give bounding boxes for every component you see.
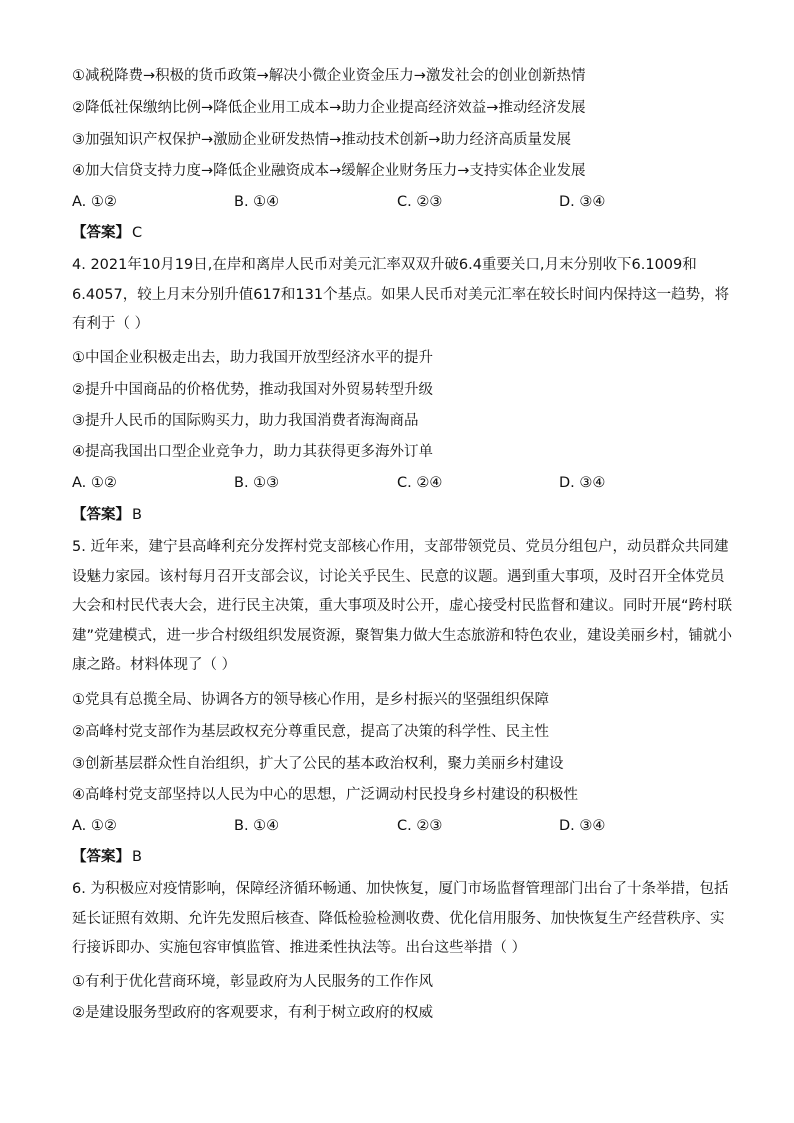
q3-item-1: ①减税降费→积极的货币政策→解决小微企业资金压力→激发社会的创业创新热情 (72, 68, 586, 84)
q4-answer (72, 505, 142, 525)
q4-option-a: A. ①② (72, 475, 117, 491)
q4-item-1: ①中国企业积极走出去，助力我国开放型经济水平的提升 (72, 350, 433, 366)
q5-answer-tag: 【答案】 (72, 849, 130, 865)
q4-answer-tag: 【答案】 (72, 507, 130, 523)
q4-item-3: ③提升人民币的国际购买力，助力我国消费者海淘商品 (72, 413, 419, 429)
q5-options (72, 816, 732, 836)
q6-stem: 6. 为积极应对疫情影响，保障经济循环畅通、加快恢复，厦门市场监督管理部门出台了十条举措，包括延长证照有效期、允许先发照后核查、降低检验检测收费、优化信用服务、加快恢复生产经营秩序、实行接诉即办、实施包容审慎监管、推进柔性执法等。出台这些举措（ ） (72, 881, 729, 956)
q3-answer-value: C (132, 225, 143, 241)
q6-item-2: ②是建设服务型政府的客观要求，有利于树立政府的权威 (72, 1005, 433, 1021)
q5-item-3: ③创新基层群众性自治组织，扩大了公民的基本政治权利，聚力美丽乡村建设 (72, 756, 564, 772)
q3-option-d: D. ③④ (559, 194, 606, 210)
q5-option-d: D. ③④ (559, 818, 606, 834)
q3-option-c: C. ②③ (397, 194, 443, 210)
q5-answer-value: B (132, 849, 142, 865)
q5-stem: 5. 近年来，建宁县高峰利充分发挥村党支部核心作用，支部带领党员、党员分组包户，动员群众共同建设魅力家园。该村每月召开支部会议，讨论关乎民生、民意的议题。遇到重大事项，及时召开全体党员大会和村民代表大会，进行民主决策，重大事项及时公开，虚心接受村民监督和建议。同时开展“跨村联建”党建模式，进一步合村级组织发展资源，聚智集力做大生态旅游和特色农业，建设美丽乡村，铺就小康之路。材料体现了（ ） (72, 539, 733, 673)
q5-answer (72, 847, 142, 867)
q5-option-a: A. ①② (72, 818, 117, 834)
q3-answer-tag: 【答案】 (72, 225, 130, 241)
q4-option-b: B. ①③ (234, 475, 280, 491)
q3-item-4: ④加大信贷支持力度→降低企业融资成本→缓解企业财务压力→支持实体企业发展 (72, 163, 586, 179)
q3-answer (72, 223, 142, 243)
q3-options (72, 192, 732, 212)
q4-options (72, 473, 732, 493)
q5-option-b: B. ①④ (234, 818, 280, 834)
q3-option-a: A. ①② (72, 194, 117, 210)
q4-answer-value: B (132, 507, 142, 523)
q6-item-1: ①有利于优化营商环境，彰显政府为人民服务的工作作风 (72, 974, 433, 990)
q4-stem: 4. 2021年10月19日,在岸和离岸人民币对美元汇率双双升破6.4重要关口,月末分别收下6.1009和6.4057，较上月末分别升值617和131个基点。如果人民币对美元汇率在较长时间内保持这一趋势，将有利于（ ） (72, 257, 730, 332)
q3-item-2: ②降低社保缴纳比例→降低企业用工成本→助力企业提高经济效益→推动经济发展 (72, 100, 586, 116)
q3-option-b: B. ①④ (234, 194, 280, 210)
q3-item-3: ③加强知识产权保护→激励企业研发热情→推动技术创新→助力经济高质量发展 (72, 132, 571, 148)
q4-item-2: ②提升中国商品的价格优势，推动我国对外贸易转型升级 (72, 382, 433, 398)
q5-option-c: C. ②③ (397, 818, 443, 834)
q5-item-1: ①党具有总揽全局、协调各方的领导核心作用，是乡村振兴的坚强组织保障 (72, 692, 549, 708)
q4-option-d: D. ③④ (559, 475, 606, 491)
q4-item-4: ④提高我国出口型企业竞争力，助力其获得更多海外订单 (72, 444, 433, 460)
q4-option-c: C. ②④ (397, 475, 443, 491)
q5-item-2: ②高峰村党支部作为基层政权充分尊重民意，提高了决策的科学性、民主性 (72, 724, 549, 740)
q5-item-4: ④高峰村党支部坚持以人民为中心的思想，广泛调动村民投身乡村建设的积极性 (72, 787, 578, 803)
